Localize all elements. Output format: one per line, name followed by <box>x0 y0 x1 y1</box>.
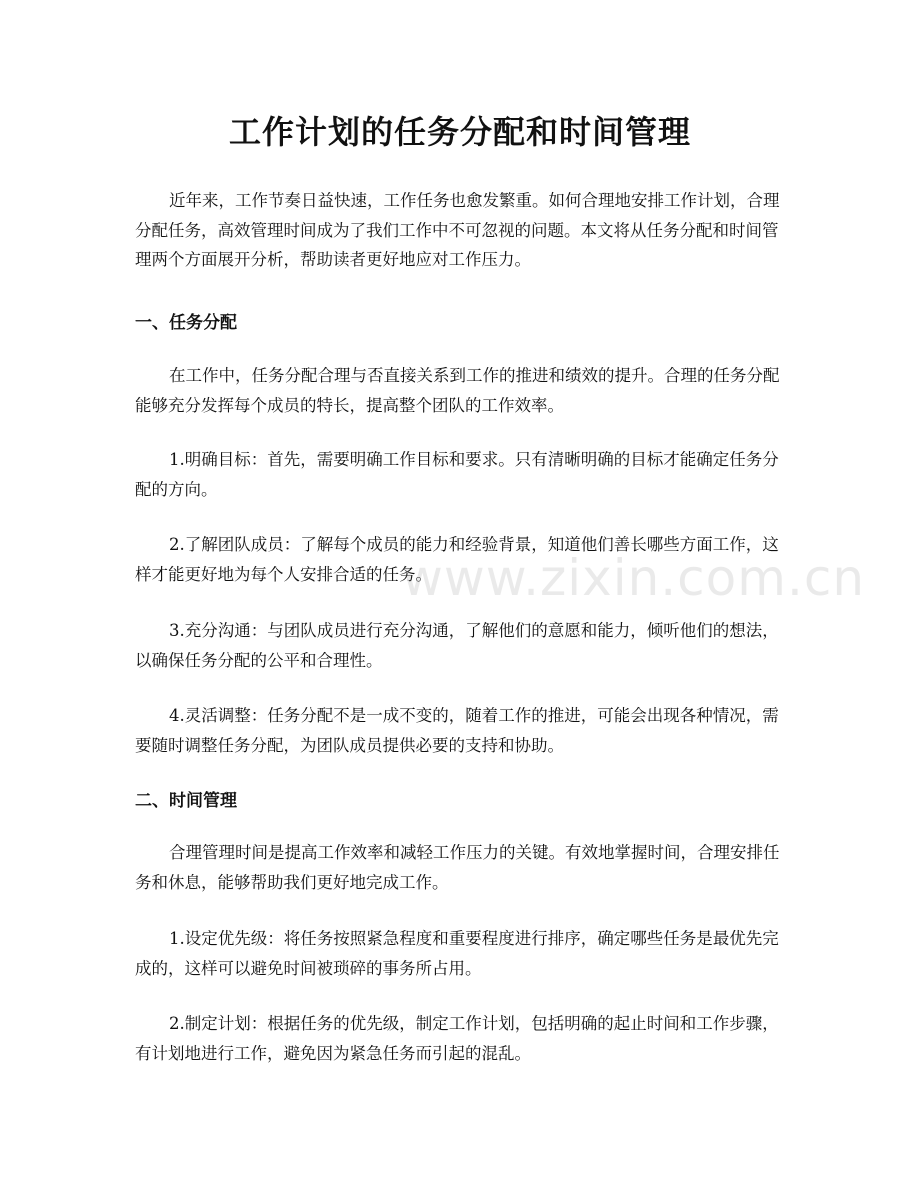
list-item: 4.灵活调整：任务分配不是一成不变的，随着工作的推进，可能会出现各种情况，需要随时调整任务分配，为团队成员提供必要的支持和协助。 <box>135 706 779 755</box>
list-item: 2.了解团队成员：了解每个成员的能力和经验背景，知道他们善长哪些方面工作，这样才能更好地为每个人安排合适的任务。 <box>135 535 779 584</box>
list-item: 1.明确目标：首先，需要明确工作目标和要求。只有清晰明确的目标才能确定任务分配的方向。 <box>135 450 779 499</box>
intro-paragraph: 近年来，工作节奏日益快速，工作任务也愈发繁重。如何合理地安排工作计划，合理分配任务，高效管理时间成为了我们工作中不可忽视的问题。本文将从任务分配和时间管理两个方面展开分析，帮助读者更好地应对工作压力。 <box>135 191 780 269</box>
section-heading-task-allocation: 一、任务分配 <box>135 313 237 333</box>
list-item: 2.制定计划：根据任务的优先级，制定工作计划，包括明确的起止时间和工作步骤，有计划地进行工作，避免因为紧急任务而引起的混乱。 <box>135 1014 779 1063</box>
document-title: 工作计划的任务分配和时间管理 <box>228 113 691 151</box>
list-item: 1.设定优先级：将任务按照紧急程度和重要程度进行排序，确定哪些任务是最优先完成的，这样可以避免时间被琐碎的事务所占用。 <box>135 929 779 978</box>
section-intro-paragraph: 合理管理时间是提高工作效率和减轻工作压力的关键。有效地掌握时间，合理安排任务和休息，能够帮助我们更好地完成工作。 <box>135 843 780 892</box>
list-item: 3.充分沟通：与团队成员进行充分沟通，了解他们的意愿和能力，倾听他们的想法，以确保任务分配的公平和合理性。 <box>135 621 779 670</box>
watermark: www.zixin.com.cn <box>402 549 866 607</box>
section-intro-paragraph: 在工作中，任务分配合理与否直接关系到工作的推进和绩效的提升。合理的任务分配能够充分发挥每个成员的特长，提高整个团队的工作效率。 <box>135 366 780 415</box>
section-heading-time-management: 二、时间管理 <box>135 791 237 811</box>
